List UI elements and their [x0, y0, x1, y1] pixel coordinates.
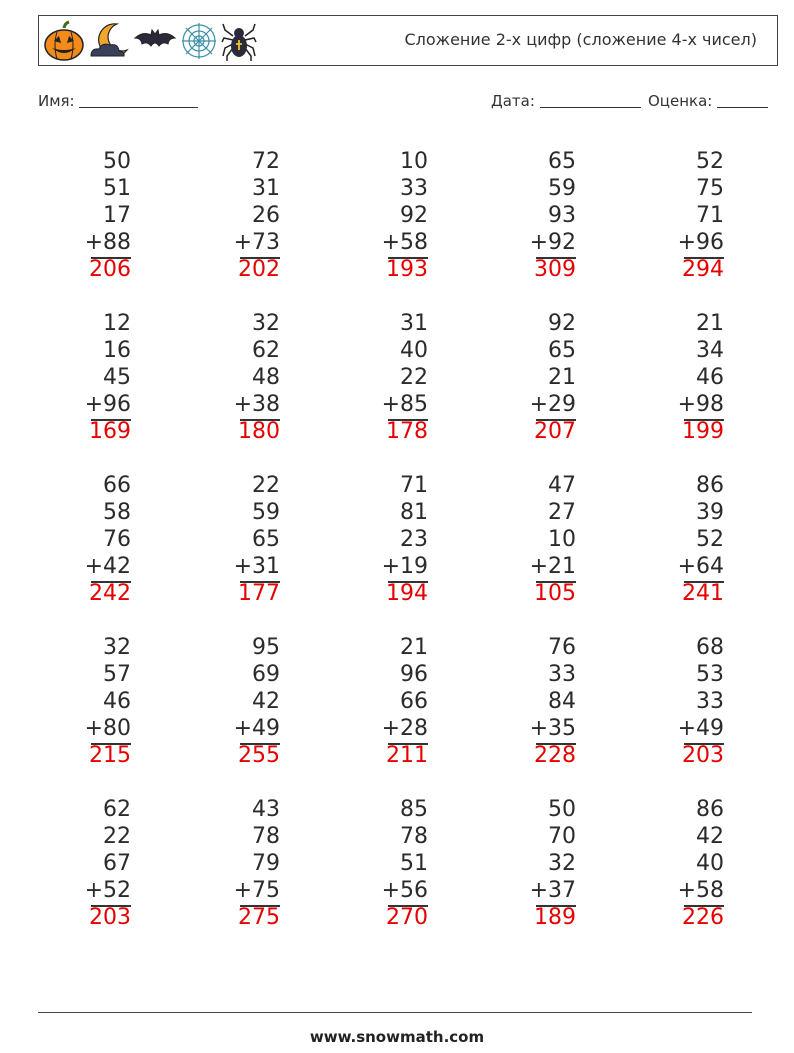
- addend: 40: [696, 851, 724, 876]
- addend: 32: [103, 635, 131, 660]
- last-addend: +56: [381, 878, 428, 903]
- last-addend: +42: [84, 554, 131, 579]
- addend: 46: [103, 689, 131, 714]
- answer: 202: [238, 257, 280, 282]
- addend: 33: [400, 176, 428, 201]
- answer: 194: [386, 581, 428, 606]
- addend: 78: [252, 824, 280, 849]
- addend: 86: [696, 797, 724, 822]
- worksheet-title: Сложение 2-х цифр (сложение 4-х чисел): [404, 30, 757, 49]
- addend: 45: [103, 365, 131, 390]
- addend: 70: [548, 824, 576, 849]
- addend: 69: [252, 662, 280, 687]
- footer-divider: [38, 1012, 752, 1013]
- addend: 33: [696, 689, 724, 714]
- answer: 270: [386, 905, 428, 930]
- answer: 199: [682, 419, 724, 444]
- addend: 10: [548, 527, 576, 552]
- addend: 21: [400, 635, 428, 660]
- score-field: [648, 92, 768, 110]
- addend: 50: [103, 149, 131, 174]
- addition-problem: [624, 796, 724, 935]
- score-line: [717, 92, 768, 108]
- addend: 23: [400, 527, 428, 552]
- addend: 65: [252, 527, 280, 552]
- addend: 52: [696, 527, 724, 552]
- addition-problem: [180, 634, 280, 773]
- addend: 42: [252, 689, 280, 714]
- addend: 95: [252, 635, 280, 660]
- addend: 21: [548, 365, 576, 390]
- answer: 105: [534, 581, 576, 606]
- addition-problem: [328, 796, 428, 935]
- last-addend: +31: [233, 554, 280, 579]
- answer: 211: [386, 743, 428, 768]
- addend: 31: [400, 311, 428, 336]
- last-addend: +35: [529, 716, 576, 741]
- addend: 39: [696, 500, 724, 525]
- addition-problem: [624, 310, 724, 449]
- name-field: [38, 92, 198, 110]
- addend: 92: [400, 203, 428, 228]
- addend: 86: [696, 473, 724, 498]
- last-addend: +37: [529, 878, 576, 903]
- date-label: Дата:: [491, 92, 535, 110]
- addend: 93: [548, 203, 576, 228]
- addend: 10: [400, 149, 428, 174]
- addend: 59: [548, 176, 576, 201]
- addend: 92: [548, 311, 576, 336]
- addend: 32: [252, 311, 280, 336]
- addend: 17: [103, 203, 131, 228]
- answer: 228: [534, 743, 576, 768]
- addition-problem: [476, 148, 576, 287]
- addend: 78: [400, 824, 428, 849]
- addend: 84: [548, 689, 576, 714]
- addend: 12: [103, 311, 131, 336]
- addend: 51: [400, 851, 428, 876]
- footer-url: www.snowmath.com: [309, 1028, 485, 1046]
- addend: 43: [252, 797, 280, 822]
- answer: 294: [682, 257, 724, 282]
- answer: 189: [534, 905, 576, 930]
- addition-problem: [476, 472, 576, 611]
- last-addend: +96: [677, 230, 724, 255]
- answer: 177: [238, 581, 280, 606]
- addend: 79: [252, 851, 280, 876]
- bat-icon: [133, 20, 177, 62]
- halloween-icons: [43, 19, 257, 63]
- last-addend: +38: [233, 392, 280, 417]
- addition-problem: [328, 634, 428, 773]
- last-addend: +49: [233, 716, 280, 741]
- addend: 62: [103, 797, 131, 822]
- addend: 26: [252, 203, 280, 228]
- addend: 34: [696, 338, 724, 363]
- addend: 42: [696, 824, 724, 849]
- last-addend: +29: [529, 392, 576, 417]
- addend: 85: [400, 797, 428, 822]
- addition-problem: [624, 472, 724, 611]
- answer: 215: [89, 743, 131, 768]
- spider-icon: [221, 20, 257, 62]
- addend: 65: [548, 149, 576, 174]
- addition-problem: [328, 472, 428, 611]
- addend: 22: [103, 824, 131, 849]
- addend: 65: [548, 338, 576, 363]
- last-addend: +96: [84, 392, 131, 417]
- answer: 275: [238, 905, 280, 930]
- moon-cloud-icon: [87, 20, 131, 62]
- addition-problem: [31, 796, 131, 935]
- last-addend: +80: [84, 716, 131, 741]
- addend: 31: [252, 176, 280, 201]
- addend: 47: [548, 473, 576, 498]
- addition-problem: [31, 148, 131, 287]
- answer: 206: [89, 257, 131, 282]
- addend: 48: [252, 365, 280, 390]
- name-line: [79, 92, 198, 108]
- answer: 203: [682, 743, 724, 768]
- addend: 22: [252, 473, 280, 498]
- addend: 33: [548, 662, 576, 687]
- answer: 226: [682, 905, 724, 930]
- addend: 71: [400, 473, 428, 498]
- last-addend: +21: [529, 554, 576, 579]
- addend: 53: [696, 662, 724, 687]
- addend: 75: [696, 176, 724, 201]
- addition-problem: [624, 634, 724, 773]
- addition-problem: [31, 310, 131, 449]
- addend: 76: [103, 527, 131, 552]
- addition-problem: [180, 310, 280, 449]
- worksheet-header: [38, 15, 778, 66]
- addend: 62: [252, 338, 280, 363]
- addend: 59: [252, 500, 280, 525]
- last-addend: +19: [381, 554, 428, 579]
- addend: 76: [548, 635, 576, 660]
- addend: 46: [696, 365, 724, 390]
- addend: 22: [400, 365, 428, 390]
- answer: 241: [682, 581, 724, 606]
- addition-problem: [180, 472, 280, 611]
- answer: 193: [386, 257, 428, 282]
- last-addend: +75: [233, 878, 280, 903]
- addend: 67: [103, 851, 131, 876]
- addition-problem: [180, 796, 280, 935]
- addend: 72: [252, 149, 280, 174]
- addend: 71: [696, 203, 724, 228]
- addition-problem: [180, 148, 280, 287]
- last-addend: +28: [381, 716, 428, 741]
- answer: 180: [238, 419, 280, 444]
- last-addend: +73: [233, 230, 280, 255]
- addend: 81: [400, 500, 428, 525]
- last-addend: +49: [677, 716, 724, 741]
- last-addend: +58: [677, 878, 724, 903]
- last-addend: +64: [677, 554, 724, 579]
- last-addend: +52: [84, 878, 131, 903]
- last-addend: +58: [381, 230, 428, 255]
- addend: 52: [696, 149, 724, 174]
- addend: 58: [103, 500, 131, 525]
- addend: 27: [548, 500, 576, 525]
- addend: 16: [103, 338, 131, 363]
- addend: 50: [548, 797, 576, 822]
- addend: 21: [696, 311, 724, 336]
- date-field: [491, 92, 641, 110]
- addend: 51: [103, 176, 131, 201]
- date-line: [540, 92, 641, 108]
- answer: 255: [238, 743, 280, 768]
- addition-problem: [476, 634, 576, 773]
- pumpkin-icon: [43, 20, 85, 62]
- answer: 169: [89, 419, 131, 444]
- spiderweb-icon: [179, 20, 219, 62]
- last-addend: +88: [84, 230, 131, 255]
- addend: 66: [400, 689, 428, 714]
- addition-problem: [476, 310, 576, 449]
- addition-problem: [328, 148, 428, 287]
- name-label: Имя:: [38, 92, 75, 110]
- score-label: Оценка:: [648, 92, 713, 110]
- addend: 96: [400, 662, 428, 687]
- addition-problem: [328, 310, 428, 449]
- addend: 66: [103, 473, 131, 498]
- last-addend: +85: [381, 392, 428, 417]
- answer: 178: [386, 419, 428, 444]
- addition-problem: [624, 148, 724, 287]
- answer: 242: [89, 581, 131, 606]
- answer: 207: [534, 419, 576, 444]
- last-addend: +98: [677, 392, 724, 417]
- addend: 40: [400, 338, 428, 363]
- addition-problem: [31, 472, 131, 611]
- answer: 309: [534, 257, 576, 282]
- addition-problem: [476, 796, 576, 935]
- addition-problem: [31, 634, 131, 773]
- addend: 57: [103, 662, 131, 687]
- answer: 203: [89, 905, 131, 930]
- last-addend: +92: [529, 230, 576, 255]
- addend: 32: [548, 851, 576, 876]
- addend: 68: [696, 635, 724, 660]
